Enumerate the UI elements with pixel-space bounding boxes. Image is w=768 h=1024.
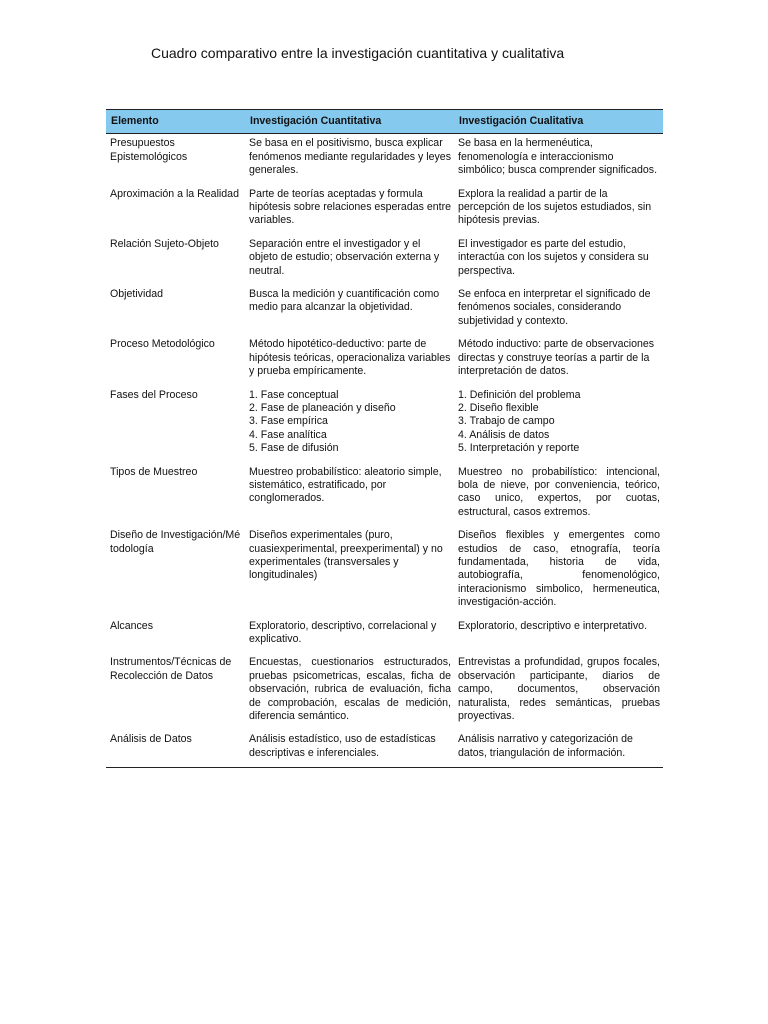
cell-elemento: Proceso Metodológico — [110, 338, 215, 351]
header-cuantitativa: Investigación Cuantitativa — [245, 110, 454, 134]
header-cualitativa: Investigación Cualitativa — [454, 110, 663, 134]
table-row — [106, 335, 663, 385]
cell-elemento: Fases del Proceso — [110, 388, 198, 401]
cell-cualitativa: Análisis narrativo y categorización de datos, triangulación de información. — [454, 730, 663, 767]
table-row — [106, 617, 663, 654]
cell-cuantitativa: Busca la medición y cuantificación como medio para alcanzar la objetividad. — [249, 288, 440, 314]
cell-elemento: Instrumentos/Técnicas de Recolección de Datos — [110, 656, 232, 682]
cell-cuantitativa: Encuestas, cuestionarios estructurados, pruebas psicometricas, escalas, ficha de observación, rubrica de evaluación, ficha de comprobación, escalas de medición, diferencia semántico. — [249, 656, 451, 723]
cell-elemento: Alcances — [110, 619, 153, 632]
cell-elemento: Diseño de Investigación/Métodología — [110, 529, 241, 555]
table-header-row — [106, 110, 663, 134]
cell-cualitativa: Se enfoca en interpretar el significado de fenómenos sociales, considerando subjetividad y contexto. — [458, 288, 651, 327]
cell-cuantitativa: Parte de teorías aceptadas y formula hipótesis sobre relaciones esperadas entre variables. — [249, 187, 451, 227]
comparison-table — [106, 109, 663, 768]
table-row — [106, 235, 663, 285]
cell-cuantitativa: Se basa en el positivismo, busca explicar fenómenos mediante regularidades y leyes generales. — [249, 137, 451, 177]
cell-elemento: Análisis de Datos — [106, 730, 245, 767]
cell-cuantitativa: Muestreo probabilístico: aleatorio simple, sistemático, estratificado, por conglomerados. — [249, 465, 442, 505]
table-row — [106, 526, 663, 616]
cell-cuantitativa: Método hipotético-deductivo: parte de hipótesis teóricas, operacionaliza variables y prueba empíricamente. — [249, 338, 451, 378]
cell-elemento: Presupuestos Epistemológicos — [110, 137, 188, 163]
table-row — [106, 285, 663, 335]
cell-elemento: Tipos de Muestreo — [110, 465, 198, 478]
cell-cualitativa: Se basa en la hermenéutica, fenomenología e interaccionismo simbólico; busca comprender significados. — [458, 137, 658, 177]
cell-cualitativa: 1. Definición del problema 2. Diseño flexible 3. Trabajo de campo 4. Análisis de datos 5. Interpretación y reporte — [458, 388, 581, 455]
table-row — [106, 185, 663, 235]
cell-cualitativa: Explora la realidad a partir de la percepción de los sujetos estudiados, sin hipótesis previas. — [458, 187, 652, 227]
cell-cuantitativa: 1. Fase conceptual 2. Fase de planeación y diseño 3. Fase empírica 4. Fase analítica 5. Fase de difusión — [249, 388, 396, 455]
cell-elemento: Aproximación a la Realidad — [110, 187, 239, 200]
page-title: Cuadro comparativo entre la investigación cuantitativa y cualitativa — [151, 45, 565, 61]
cell-cualitativa: Método inductivo: parte de observaciones directas y construye teorías a partir de la interpretación de datos. — [458, 338, 655, 378]
cell-cualitativa: Diseños flexibles y emergentes como estudios de caso, etnografía, teoría fundamentada, historia de vida, autobiografía, fenomenológico, interacionismo simbolico, hermeneutica, investigación-acción. — [458, 529, 660, 609]
cell-elemento: Objetividad — [110, 288, 163, 301]
table-row — [106, 463, 663, 527]
cell-cuantitativa: Separación entre el investigador y el objeto de estudio; observación externa y neutral. — [249, 237, 440, 277]
cell-cuantitativa: Diseños experimentales (puro, cuasiexperimental, preexperimental) y no experimentales (transversales y longitudinales) — [249, 529, 443, 582]
cell-cuantitativa: Exploratorio, descriptivo, correlacional y explicativo. — [249, 619, 437, 645]
table-row — [106, 730, 663, 767]
table-row — [106, 386, 663, 463]
table-row — [106, 134, 663, 185]
cell-cualitativa: El investigador es parte del estudio, interactúa con los sujetos y considera su perspectiva. — [458, 237, 649, 277]
cell-elemento: Relación Sujeto-Objeto — [110, 237, 219, 250]
table-row — [106, 653, 663, 730]
cell-cualitativa: Muestreo no probabilístico: intencional, bola de nieve, por conveniencia, teórico, caso unico, expertos, por cuotas, estructural, casos extremos. — [458, 465, 660, 518]
header-elemento: Elemento — [106, 110, 245, 134]
cell-cuantitativa: Análisis estadístico, uso de estadísticas descriptivas e inferenciales. — [245, 730, 454, 767]
cell-cualitativa: Exploratorio, descriptivo e interpretativo. — [458, 619, 648, 632]
cell-cualitativa: Entrevistas a profundidad, grupos focales, observación participante, diarios de campo, documentos, observación naturalista, redes semánticas, pruebas proyectivas. — [458, 656, 660, 723]
